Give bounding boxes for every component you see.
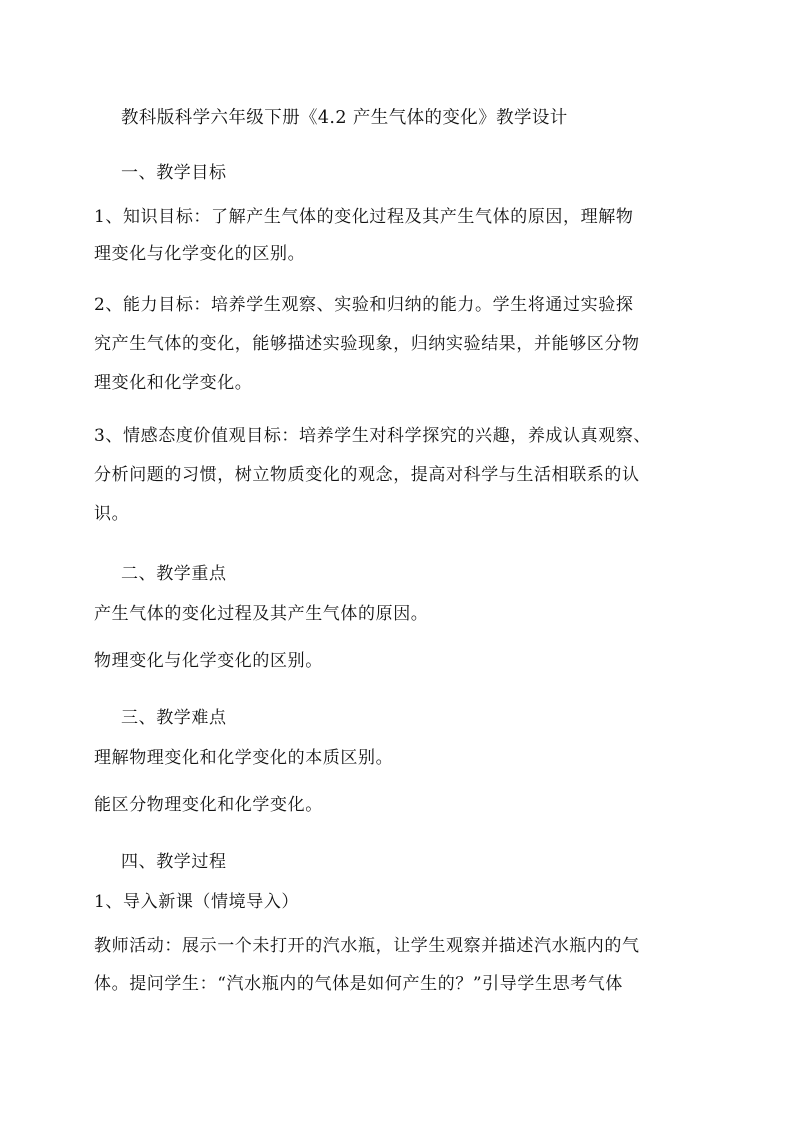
- objective-2-line-2: 究产生气体的变化，能够描述实验现象，归纳实验结果，并能够区分物: [94, 334, 640, 354]
- objective-3-line-1: 3、情感态度价值观目标：培养学生对科学探究的兴趣，养成认真观察、: [94, 426, 652, 446]
- key-point-line-1: 产生气体的变化过程及其产生气体的原因。: [94, 604, 429, 624]
- objective-1-line-1: 1、知识目标：了解产生气体的变化过程及其产生气体的原因，理解物: [94, 207, 634, 227]
- process-step-1-line-1: 教师活动：展示一个未打开的汽水瓶，让学生观察并描述汽水瓶内的气: [94, 936, 640, 956]
- objective-2-line-3: 理变化和化学变化。: [94, 373, 253, 393]
- section-heading-difficulties: 三、教学难点: [121, 708, 227, 728]
- difficulty-line-1: 理解物理变化和化学变化的本质区别。: [94, 748, 394, 768]
- objective-3-line-3: 识。: [94, 504, 130, 524]
- objective-1-line-2: 理变化与化学变化的区别。: [94, 244, 306, 264]
- section-heading-process: 四、教学过程: [121, 852, 227, 872]
- difficulty-line-2: 能区分物理变化和化学变化。: [94, 795, 323, 815]
- process-step-1-line-2: 体。提问学生：“汽水瓶内的气体是如何产生的？”引导学生思考气体: [94, 974, 623, 994]
- process-step-1-title: 1、导入新课（情境导入）: [94, 892, 300, 912]
- key-point-line-2: 物理变化与化学变化的区别。: [94, 651, 323, 671]
- section-heading-objectives: 一、教学目标: [121, 163, 227, 183]
- objective-3-line-2: 分析问题的习惯，树立物质变化的观念，提高对科学与生活相联系的认: [94, 465, 640, 485]
- objective-2-line-1: 2、能力目标：培养学生观察、实验和归纳的能力。学生将通过实验探: [94, 295, 634, 315]
- section-heading-key-points: 二、教学重点: [121, 564, 227, 584]
- document-title: 教科版科学六年级下册《4.2 产生气体的变化》教学设计: [121, 108, 568, 128]
